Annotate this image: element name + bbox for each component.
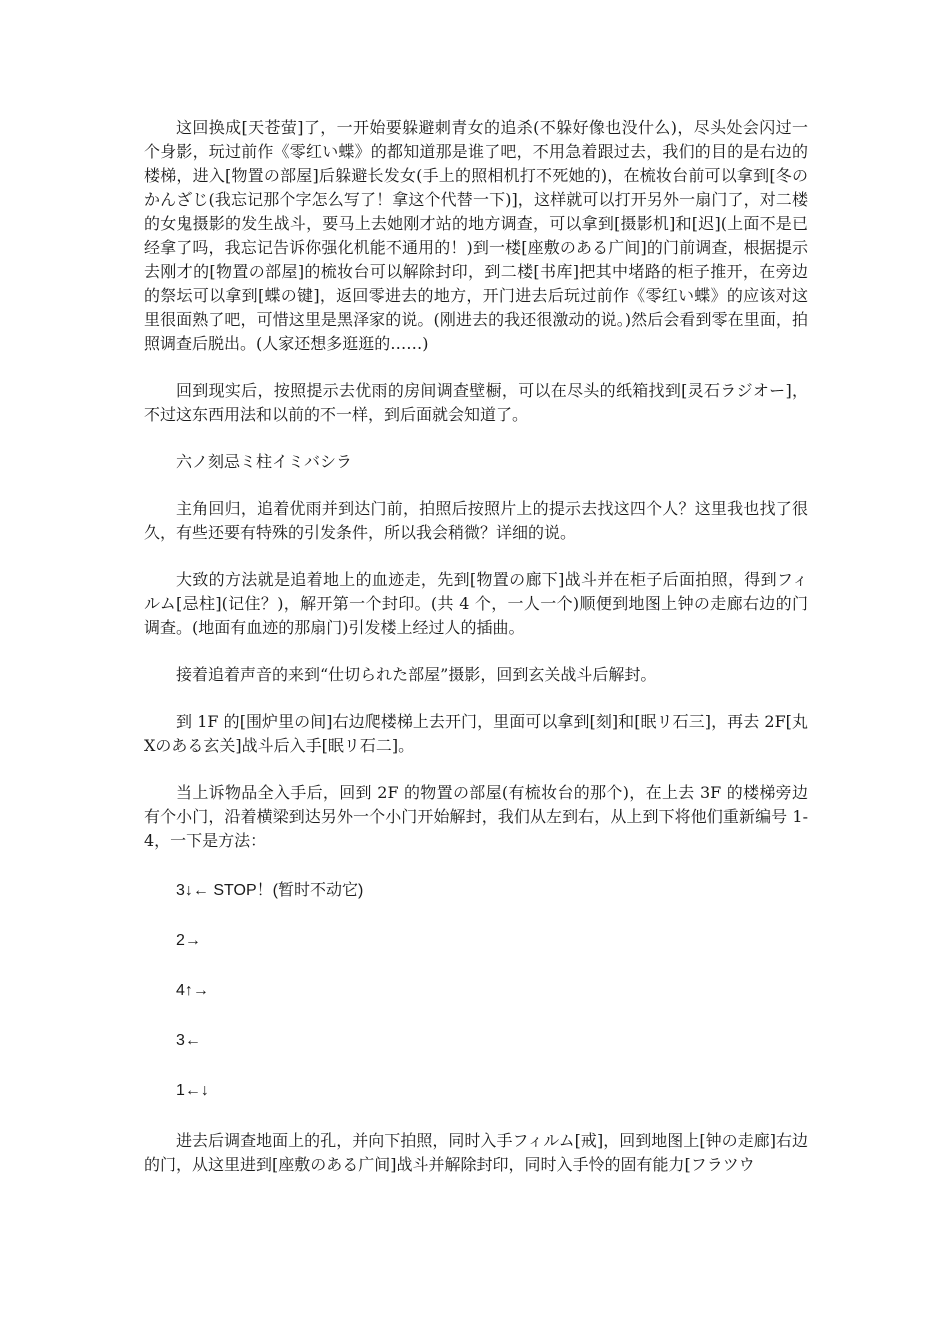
step-4: 3← [176,1032,201,1049]
step-1: 3↓← STOP！(暂时不动它) [176,882,364,899]
step-3: 4↑→ [176,982,209,999]
paragraph-investigate-hole: 进去后调查地面上的孔，并向下拍照，同时入手フィルム[戒]，回到地图上[钟の走廊]右边的门，从这里进到[座敷のある广间]战斗并解除封印，同时入手怜的固有能力[フラツウ [144,1131,808,1174]
step-5: 1←↓ [176,1082,209,1099]
paragraph-unseal-method: 当上诉物品全入手后，回到 2F 的物置の部屋(有梳妆台的那个)，在上去 3F 的楼梯旁边有个小门，沿着横梁到达另外一个小门开始解封，我们从左到右，从上到下将他们重新编号 1-4，一下是方法： [144,783,808,850]
paragraph-1f-stairs: 到 1F 的[围炉里の间]右边爬楼梯上去开门，里面可以拿到[刻]和[眠リ石三]，再去 2F[丸Xのある玄关]战斗后入手[眠リ石二]。 [144,712,808,755]
chapter-heading: 六ノ刻忌ミ柱イミバシラ [176,452,353,471]
paragraph-heaven-firefly: 这回换成[天苍萤]了，一开始要躲避刺青女的追杀(不躲好像也没什么)，尽头处会闪过一个身影，玩过前作《零红い蝶》的都知道那是谁了吧，不用急着跟过去，我们的目的是右边的楼梯，进入[物置の部屋]后躲避长发女(手上的照相机打不死她的)，在梳妆台前可以拿到[冬のかんざじ(我忘记那个字怎么写了！拿这个代替一下)]，这样就可以打开另外一扇门了，对二楼的女鬼摄影的发生战斗，要马上去她刚才站的地方调查，可以拿到[摄影机]和[迟](上面不是已经拿了吗，我忘记告诉你强化机能不通用的！)到一楼[座敷のある广间]的门前调查，根据提示去刚才的[物置の部屋]的梳妆台可以解除封印，到二楼[书库]把其中堵路的柜子推开，在旁边的祭坛可以拿到[蝶の键]，返回零进去的地方，开门进去后玩过前作《零红い蝶》的应该对这里很面熟了吧，可惜这里是黑泽家的说。(刚进去的我还很激动的说。)然后会看到零在里面，拍照调查后脱出。(人家还想多逛逛的……) [144,118,808,353]
step-2: 2→ [176,932,201,949]
paragraph-blood-trail: 大致的方法就是追着地上的血迹走，先到[物置の廊下]战斗并在柜子后面拍照，得到フィルム[忌柱](记住？)，解开第一个封印。(共 4 个，一人一个)顺便到地图上钟の走廊右边的门调查。(地面有血迹的那扇门)引发楼上经过人的插曲。 [144,570,808,637]
paragraph-back-to-reality: 回到现实后，按照提示去优雨的房间调查壁橱，可以在尽头的纸箱找到[灵石ラジオー]，不过这东西用法和以前的不一样，到后面就会知道了。 [144,381,808,424]
paragraph-follow-voice: 接着追着声音的来到“仕切られた部屋”摄影，回到玄关战斗后解封。 [176,665,657,684]
paragraph-protagonist-returns: 主角回归，追着优雨并到达门前，拍照后按照片上的提示去找这四个人？这里我也找了很久，有些还要有特殊的引发条件，所以我会稍微？详细的说。 [144,499,808,542]
document-body [144,116,808,1177]
